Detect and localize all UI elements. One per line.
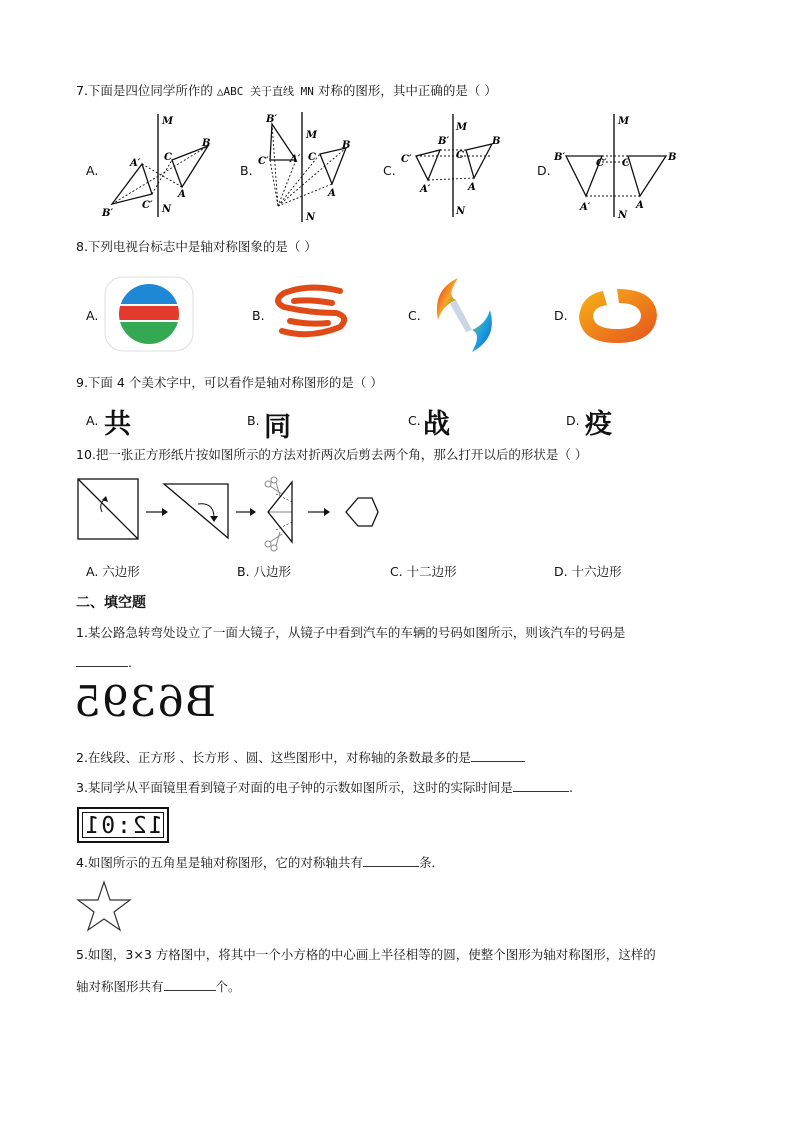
q8-option-b-label[interactable]: B.	[252, 308, 265, 323]
f1-plate-text: B6395	[73, 677, 216, 726]
q7d-label-b1: B′	[554, 152, 566, 163]
f1-stem: 1.某公路急转弯处设立了一面大镜子，从镜子中看到汽车的车辆的号码如图所示，则该汽车的号码是	[76, 625, 626, 640]
f1-answer-line	[76, 654, 132, 672]
q7-option-a-label[interactable]: A.	[86, 163, 99, 178]
q10-stem: 10.把一张正方形纸片按如图所示的方法对折两次后剪去两个角，那么打开以后的形状是（ ）	[76, 447, 588, 462]
q8-option-d-label[interactable]: D.	[554, 308, 568, 323]
q7-option-c-label[interactable]: C.	[383, 163, 396, 178]
q7-option-b-label[interactable]: B.	[240, 163, 253, 178]
q7c-label-a1: A′	[420, 184, 431, 195]
q7d-label-c: C	[622, 158, 630, 169]
f5-blank[interactable]	[164, 978, 216, 991]
f5-text2a: 轴对称图形共有	[76, 979, 164, 994]
q7c-label-b1: B′	[438, 136, 450, 147]
q7-figure-d	[552, 112, 682, 222]
q7d-label-c1: C′	[596, 158, 607, 169]
q7c-label-b: B	[492, 136, 501, 147]
q9-option-c-label[interactable]: C.	[408, 413, 421, 428]
q8-logo-d-ring-icon	[577, 285, 659, 347]
q7-text-a: 7.下面是四位同学所作的	[76, 83, 213, 98]
q7-figure-b	[256, 110, 366, 225]
q7-text-triangle: △ABC 关于直线 MN	[216, 85, 314, 98]
f2-blank[interactable]	[471, 749, 525, 762]
q10-option-d[interactable]: D. 十六边形	[554, 564, 622, 579]
q9-option-d-label[interactable]: D.	[566, 413, 580, 428]
f3-end: .	[568, 780, 573, 795]
q8-option-c-label[interactable]: C.	[408, 308, 421, 323]
q7b-label-b: B	[342, 140, 351, 151]
f2-stem	[76, 749, 525, 767]
f3-stem	[76, 779, 573, 797]
q7b-label-c1: C′	[258, 156, 269, 167]
f4-end: 条．	[418, 855, 444, 870]
q9-option-a-label[interactable]: A.	[86, 413, 99, 428]
q8-logo-a-tvb-icon	[104, 276, 194, 352]
q7a-label-m: M	[162, 116, 174, 127]
q10-option-a[interactable]: A. 六边形	[86, 564, 140, 579]
q9-char-c: 战	[423, 409, 450, 440]
q7c-label-m: M	[456, 122, 468, 133]
q7b-label-a: A	[328, 188, 336, 199]
q7a-label-n: N	[162, 204, 172, 215]
f1-end: .	[128, 655, 132, 670]
q7a-label-a: A	[178, 189, 186, 200]
q7b-label-m: M	[306, 130, 318, 141]
f3-clock-digits: 12:01	[83, 813, 163, 839]
q7c-label-n: N	[456, 206, 466, 217]
q8-logo-c-s-icon	[428, 276, 500, 354]
f5-stem-line2	[76, 978, 241, 996]
q9-char-d: 疫	[585, 409, 612, 440]
q7-text-b: 对称的图形，其中正确的是（ ）	[317, 83, 497, 98]
q7d-label-b: B	[668, 152, 677, 163]
q9-stem: 9.下面 4 个美术字中，可以看作是轴对称图形的是（ ）	[76, 375, 383, 390]
f4-stem	[76, 854, 444, 872]
q7c-label-c1: C′	[401, 154, 412, 165]
q10-option-c[interactable]: C. 十二边形	[390, 564, 457, 579]
q8-option-a-label[interactable]: A.	[86, 308, 99, 323]
f3-blank[interactable]	[513, 779, 569, 792]
q7-stem	[76, 82, 497, 101]
f4-blank[interactable]	[363, 854, 419, 867]
q7a-label-b: B	[202, 138, 211, 149]
q9-char-b: 同	[264, 412, 291, 443]
q7c-label-c: C	[456, 150, 464, 161]
q7-figure-a	[100, 112, 210, 222]
f2-text: 2.在线段、正方形 、长方形 、圆、这些图形中，对称轴的条数最多的是	[76, 750, 471, 765]
q10-fold-diagram	[76, 474, 396, 554]
q7b-label-n: N	[306, 212, 316, 223]
q7b-label-b1: B′	[266, 114, 278, 125]
q8-logo-b-swirl-icon	[270, 283, 352, 345]
q7b-label-a1: A′	[290, 154, 301, 165]
q7d-label-a1: A′	[580, 202, 591, 213]
q7c-label-a: A	[468, 182, 476, 193]
q7a-label-c: C	[164, 152, 172, 163]
q10-option-b[interactable]: B. 八边形	[237, 564, 292, 579]
q7-figure-c	[396, 112, 506, 222]
scissors-icon	[265, 477, 282, 551]
q7d-label-a: A	[636, 200, 644, 211]
f1-mirrored-plate	[73, 677, 216, 726]
q9-option-b-label[interactable]: B.	[247, 413, 260, 428]
q7a-label-a1: A′	[130, 158, 141, 169]
q8-stem: 8.下列电视台标志中是轴对称图象的是（ ）	[76, 239, 317, 254]
f5-text2b: 个。	[215, 979, 241, 994]
f4-star-icon	[76, 880, 132, 932]
q7a-label-b1: B′	[102, 208, 114, 219]
f1-blank[interactable]	[76, 654, 128, 667]
q7b-label-c: C	[308, 152, 316, 163]
f3-clock	[77, 807, 169, 843]
q7-option-d-label[interactable]: D.	[537, 163, 551, 178]
f4-text: 4.如图所示的五角星是轴对称图形，它的对称轴共有	[76, 855, 363, 870]
q9-char-a: 共	[104, 409, 131, 440]
f5-stem-line1: 5.如图，3×3 方格图中，将其中一个小方格的中心画上半径相等的圆，使整个图形为轴对称图形，这样的	[76, 947, 656, 962]
q7a-label-c1: C′	[142, 200, 153, 211]
q7d-label-m: M	[618, 116, 630, 127]
section-title: 二、填空题	[76, 595, 146, 611]
q7d-label-n: N	[618, 210, 628, 221]
f3-text: 3.某同学从平面镜里看到镜子对面的电子钟的示数如图所示，这时的实际时间是	[76, 780, 513, 795]
